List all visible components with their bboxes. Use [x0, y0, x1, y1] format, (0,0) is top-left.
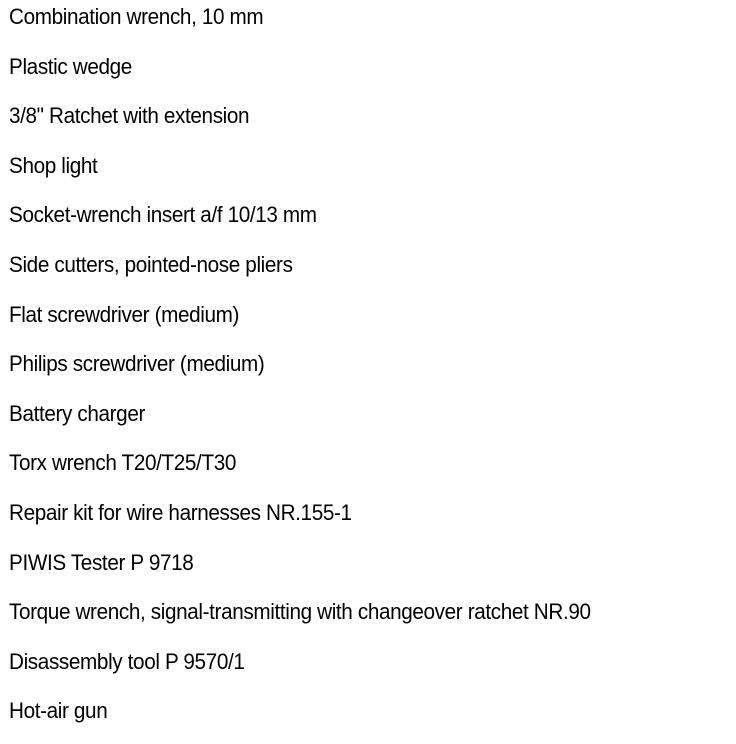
list-item: Repair kit for wire harnesses NR.155-1 — [9, 499, 352, 525]
list-item: Socket-wrench insert a/f 10/13 mm — [9, 202, 317, 228]
list-item: Shop light — [9, 152, 98, 178]
list-item: 3/8" Ratchet with extension — [9, 103, 250, 129]
list-item: Flat screwdriver (medium) — [9, 301, 240, 327]
list-item: PIWIS Tester P 9718 — [9, 549, 194, 575]
tool-list — [9, 0, 731, 744]
list-item: Hot-air gun — [9, 698, 108, 724]
list-item: Disassembly tool P 9570/1 — [9, 648, 245, 674]
list-item: Plastic wedge — [9, 53, 132, 79]
list-item: Combination wrench, 10 mm — [9, 4, 264, 29]
list-item: Philips screwdriver (medium) — [9, 351, 265, 377]
list-item: Side cutters, pointed-nose pliers — [9, 251, 293, 277]
list-item: Torx wrench T20/T25/T30 — [9, 450, 237, 476]
list-item: Torque wrench, signal-transmitting with changeover ratchet NR.90 — [9, 599, 591, 625]
list-item: Battery charger — [9, 400, 146, 426]
